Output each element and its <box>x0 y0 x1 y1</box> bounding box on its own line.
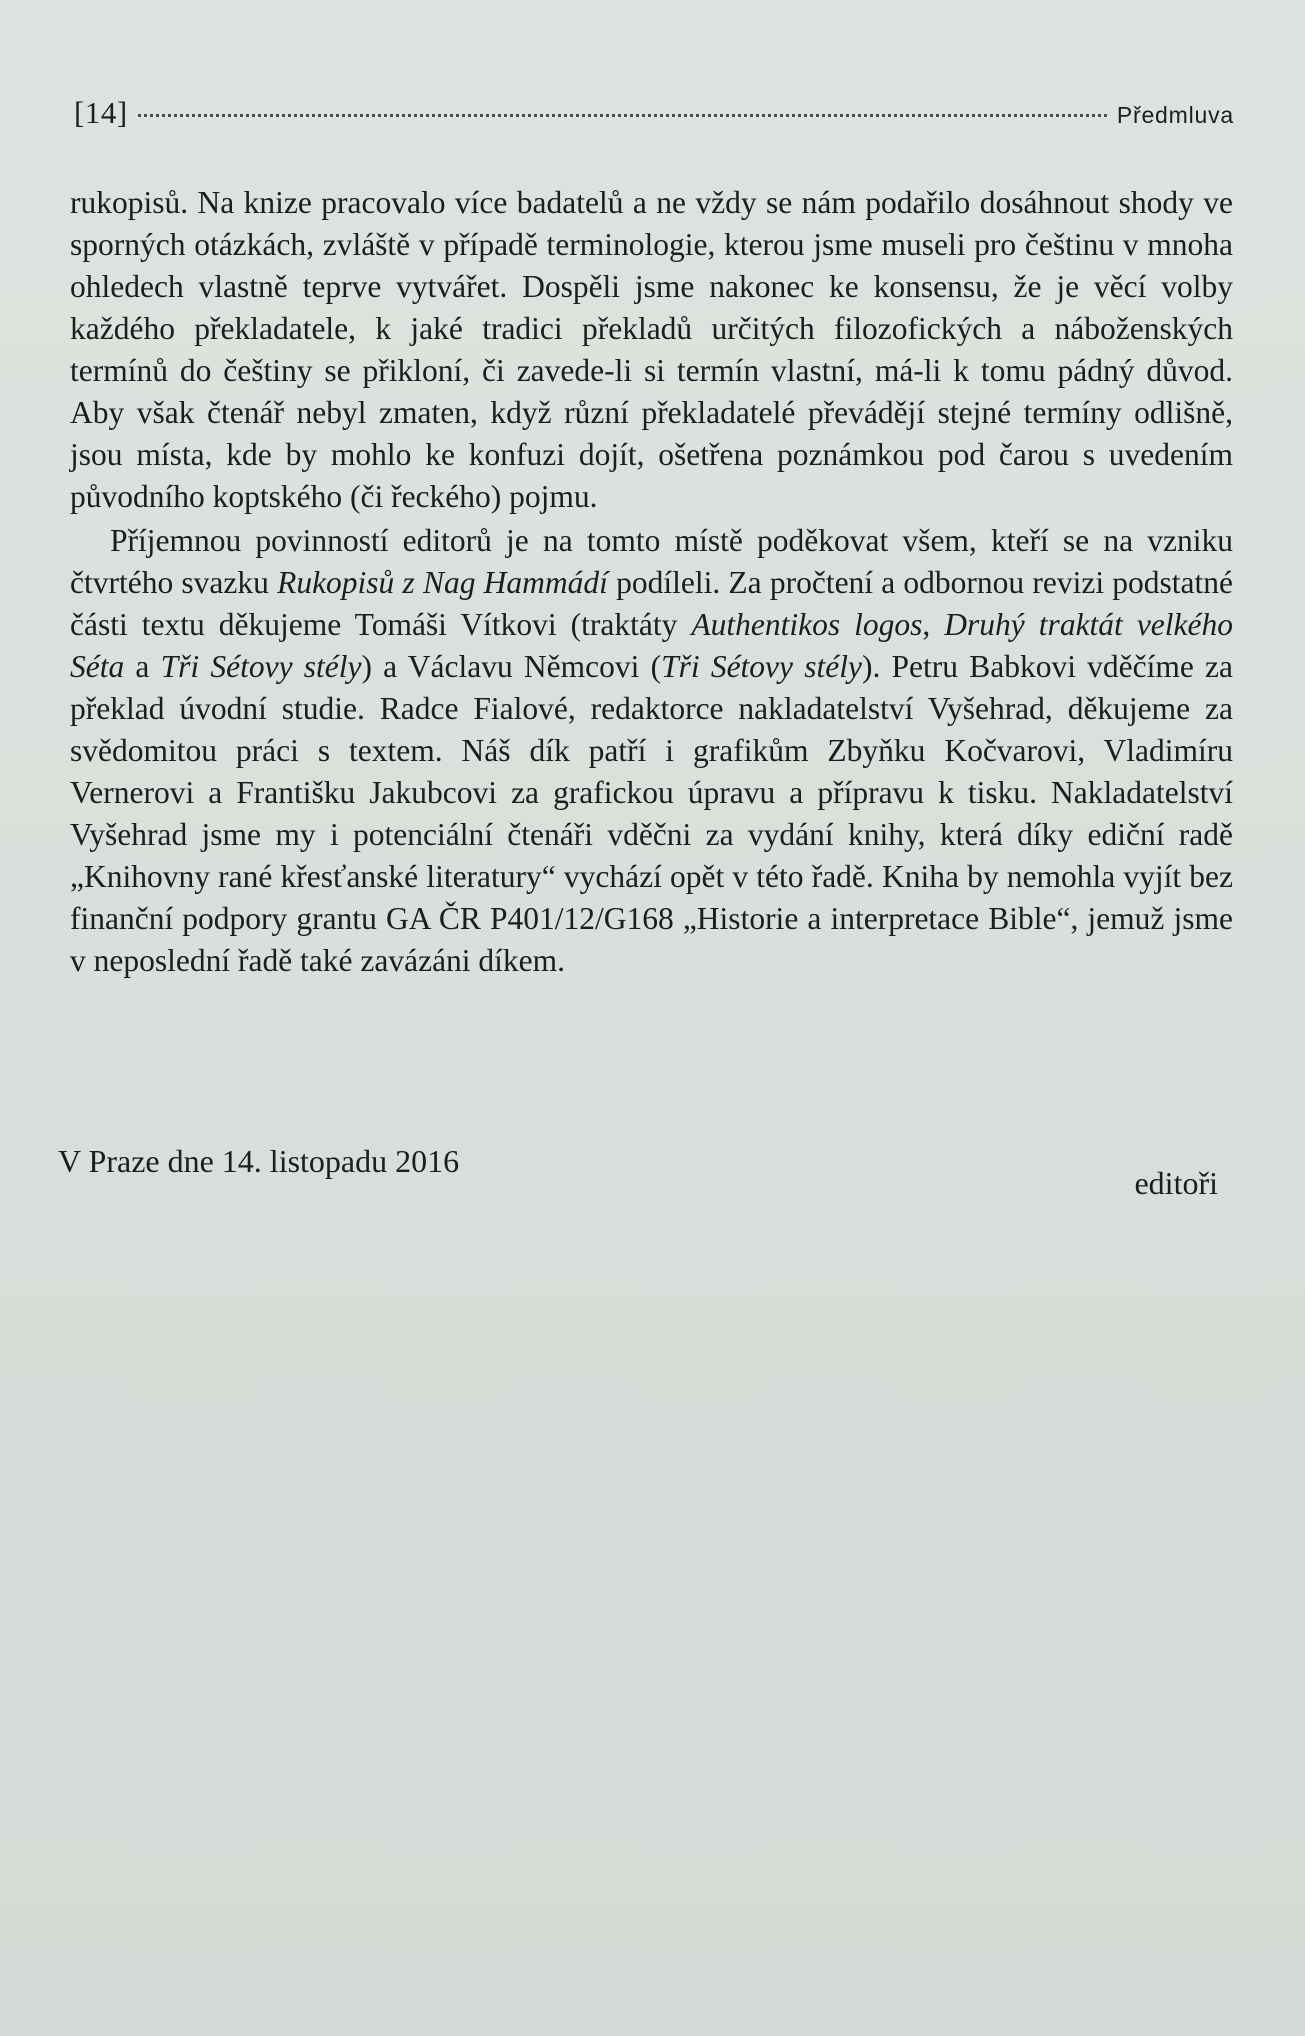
tractate-title-italic: Tři Sétovy stély <box>661 649 862 684</box>
paragraph-1: rukopisů. Na knize pracovalo více badatelů a ne vždy se nám podařilo dosáhnout shody ve sporných otázkách, zvláště v případě terminologie, kterou jsme museli pro češtinu v mnoha ohledech vlastně teprve vytvářet. Dospěli jsme nakonec ke konsensu, že je věcí volby každého překladatele, k jaké tradici překladů určitých filozofických a náboženských termínů do češtiny se přikloní, či zavede-li si termín vlastní, má-li k tomu pádný důvod. Aby však čtenář nebyl zmaten, když různí překladatelé převádějí stejné termíny odlišně, jsou místa, kde by mohlo ke konfuzi dojít, ošetřena poznámkou pod čarou s uvedením původního koptského (či řeckého) pojmu. <box>70 185 1233 514</box>
place-date: V Praze dne 14. listopadu 2016 <box>58 1143 460 1179</box>
body-text <box>70 182 1233 982</box>
paragraph-2-text-4: a <box>124 649 161 684</box>
paragraph-2-text-6: ). Petru Babkovi vděčíme za překlad úvodní studie. Radce Fialové, redaktorce nakladatelství Vyšehrad, děkujeme za svědomitou práci s textem. Náš dík patří i grafikům Zbyňku Kočvarovi, Vladimíru Vernerovi a Františku Jakubcovi za grafickou úpravu a přípravu k tisku. Nakladatelství Vyšehrad jsme my i potenciální čtenáři vděčni za vydání knihy, která díky ediční radě „Knihovny rané křesťanské literatury“ vychází opět v této řadě. Kniha by nemohla vyjít bez finanční podpory grantu GA ČR P401/12/G168 „Historie a interpretace Bible“, jemuž jsme v neposlední řadě také zavázáni díkem. <box>70 649 1234 978</box>
tractate-title-italic: Druhý traktát velkého Séta <box>70 607 1233 684</box>
paragraph-2-text-2: podíleli. Za pročtení a odbornou revizi podstatné části textu děkujeme Tomáši Vítkovi (traktáty <box>70 565 1233 642</box>
page-number: [14] <box>74 95 128 130</box>
paragraph-2-text-1: Příjemnou povinností editorů je na tomto místě poděkovat všem, kteří se na vzniku čtvrtého svazku <box>70 523 1233 600</box>
running-head <box>74 95 1234 131</box>
tractate-title-italic: Tři Sétovy stély <box>160 649 362 684</box>
paragraph-2-text-5: ) a Václavu Němcovi ( <box>361 649 662 684</box>
paragraph-2 <box>70 520 1233 982</box>
signature: editoři <box>1134 1165 1218 1201</box>
tractate-title-italic: Authentikos logos <box>691 607 923 642</box>
section-title: Předmluva <box>1116 102 1234 128</box>
book-title-italic: Rukopisů z Nag Hammádí <box>277 565 608 600</box>
paragraph-2-text-3: , <box>922 607 945 642</box>
dot-leader <box>138 114 1107 117</box>
